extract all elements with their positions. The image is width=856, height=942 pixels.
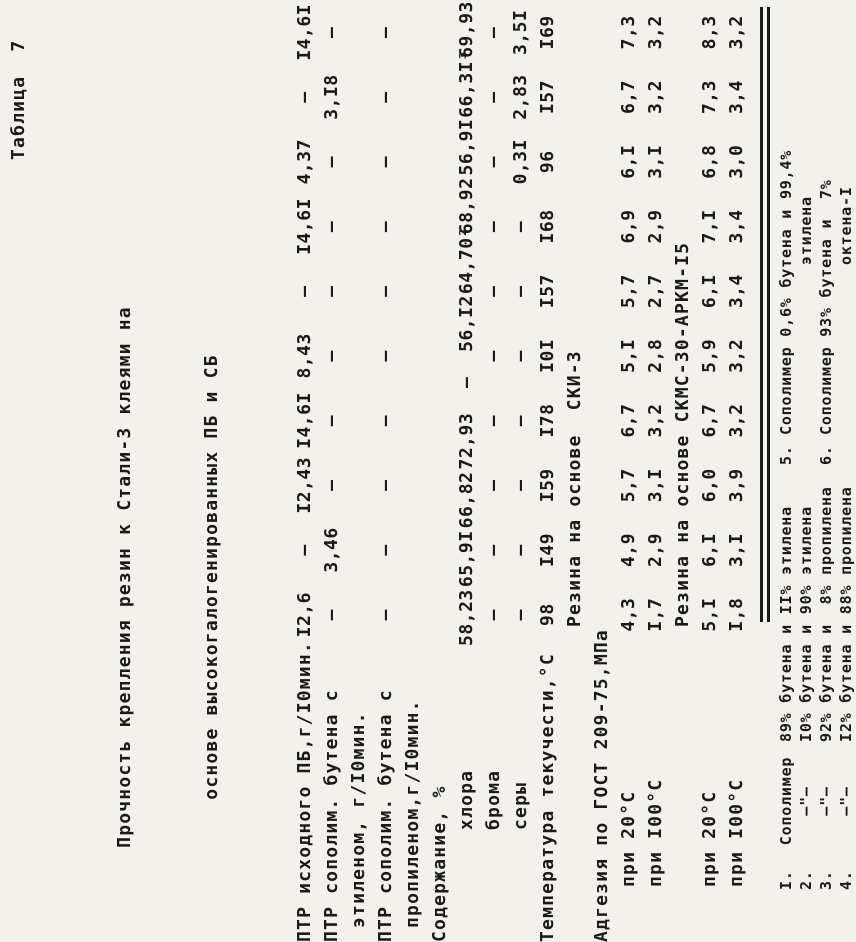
dash-cell: – (294, 544, 315, 556)
value-cell: 3,2 (645, 15, 666, 50)
table-title-line1: Прочность крепления резин к Стали-3 клеями на (114, 306, 135, 848)
table-row (375, 0, 402, 942)
value-cell: 6,7 (618, 80, 639, 115)
dash-cell: – (510, 414, 531, 427)
dash-cell: – (510, 220, 531, 233)
dash-cell: – (375, 91, 396, 103)
footnote-number: 4. (837, 870, 855, 890)
value-cell: I0I (537, 338, 558, 373)
row-values (321, 0, 342, 647)
footnote-number: 2. (797, 870, 815, 890)
table-row (726, 0, 753, 942)
value-cell: 8,3 (699, 15, 720, 50)
value-cell: 56,I2 (456, 295, 477, 352)
table-title-line2: основе высокогалогенированных ПБ и СБ (201, 354, 222, 800)
footnotes-right-column (776, 0, 856, 465)
value-cell: 96 (537, 150, 558, 174)
footnote-text: Сополимер 0,6% бутена и 99,4% (777, 149, 795, 435)
value-cell: I57 (537, 274, 558, 309)
table-row (456, 0, 483, 942)
value-cell: 7,3 (618, 15, 639, 50)
row-label: ПТР исходного ПБ,г/I0мин. (294, 641, 315, 942)
value-cell: 56,9I (456, 118, 477, 176)
value-cell: 65,9I (456, 530, 477, 588)
value-cell: 5,I (699, 597, 720, 632)
value-cell: 6,0 (699, 468, 720, 503)
value-cell: 4,3 (618, 597, 639, 632)
row-label-line2: этиленом, г/I0мин. (348, 711, 369, 928)
footnote-name: Сополимер (777, 756, 795, 846)
footnote-number: 5. (777, 445, 795, 465)
dash-cell: – (375, 26, 396, 38)
table-row (699, 0, 726, 942)
footnote-number: I. (777, 870, 795, 890)
row-label: при I00°С (726, 778, 747, 887)
value-cell: 8,43 (294, 333, 315, 379)
value-cell: 6,I (618, 144, 639, 179)
value-cell: 3,2 (726, 338, 747, 373)
footnote-separator-rule (760, 7, 770, 622)
value-cell: 2,7 (645, 274, 666, 309)
dash-cell: – (483, 26, 504, 38)
dash-cell: – (375, 544, 396, 556)
table-row (294, 0, 321, 942)
footnote-continuation-line: октена-I (837, 186, 855, 265)
value-cell: 3,46 (321, 527, 342, 573)
footnote-ditto-mark: —"— (797, 786, 815, 816)
dash-cell: – (483, 608, 504, 621)
row-label: Адгезия по ГОСТ 209-75,МПа (591, 629, 612, 942)
table-row (321, 0, 348, 942)
value-cell: 3,5I (510, 9, 531, 55)
footnote-item (776, 465, 796, 890)
value-cell: I2,43 (294, 456, 315, 514)
section-header: Резина на основе СКИ-3 (564, 350, 585, 627)
dash-cell: – (483, 220, 504, 233)
row-values (537, 0, 558, 647)
row-values (375, 0, 396, 647)
dash-cell: – (375, 479, 396, 491)
footnote-text: I0% бутена и 90% этилена (797, 506, 815, 742)
dash-cell: – (375, 285, 396, 297)
value-cell: I4,6I (294, 392, 315, 449)
dash-cell: – (510, 544, 531, 556)
value-cell: 3,I (726, 532, 747, 567)
table-row (618, 0, 645, 942)
value-cell: 3,I (645, 144, 666, 179)
dash-cell: – (321, 414, 342, 427)
value-cell: I69 (537, 15, 558, 50)
row-values (618, 0, 639, 647)
dash-cell: – (294, 91, 315, 103)
footnotes (776, 0, 856, 890)
value-cell: 6,I (699, 274, 720, 309)
table-title (52, 252, 284, 902)
table-row (645, 0, 672, 942)
row-values (726, 0, 747, 647)
value-cell: 3,2 (726, 15, 747, 50)
value-cell: 2,8 (645, 338, 666, 373)
value-cell: 5,7 (618, 274, 639, 309)
value-cell: I78 (537, 403, 558, 438)
value-cell: 4,37 (294, 139, 315, 185)
table-row (483, 0, 510, 942)
row-label: Температура текучести,°С (537, 653, 558, 942)
dash-cell: – (375, 608, 396, 621)
value-cell: 69,93 (456, 1, 477, 58)
value-cell: 3,2 (645, 80, 666, 115)
footnote-item (816, 465, 836, 890)
dash-cell: – (510, 285, 531, 297)
value-cell: 66,3I³ (456, 49, 477, 118)
footnote-number: 6. (817, 445, 835, 465)
table-row (510, 0, 537, 942)
value-cell: I59 (537, 468, 558, 503)
value-cell: 3,2 (726, 403, 747, 438)
dash-cell: – (483, 285, 504, 297)
dash-cell: – (510, 350, 531, 362)
footnote-text: 92% бутена и 8% пропилена (817, 486, 835, 742)
footnotes-left-column (776, 465, 856, 890)
value-cell: I2,6 (294, 591, 315, 638)
value-cell: 3,4 (726, 274, 747, 309)
value-cell: 6,8 (699, 144, 720, 179)
dash-cell: – (321, 479, 342, 491)
data-table (294, 0, 753, 942)
value-cell: 58,23 (456, 589, 477, 646)
dash-cell: – (375, 220, 396, 233)
dash-cell: – (294, 285, 315, 297)
value-cell: 72,93 (456, 412, 477, 470)
dash-cell: – (375, 156, 396, 168)
row-values (510, 0, 531, 647)
value-cell: I,8 (726, 597, 747, 632)
value-cell: 3,I8 (321, 74, 342, 120)
value-cell: 64,70² (456, 226, 477, 295)
table-number: Таблица 7 (8, 39, 29, 160)
row-label: ПТР сополим. бутена с (321, 689, 342, 942)
value-cell: 3,9 (726, 468, 747, 503)
value-cell: 7,3 (699, 80, 720, 115)
value-cell: 3,4 (726, 80, 747, 115)
footnote-ditto-mark: —"— (817, 786, 835, 816)
footnote-item (776, 0, 796, 465)
value-cell: 5,7 (618, 468, 639, 503)
dash-cell: – (321, 608, 342, 621)
dash-cell: – (483, 350, 504, 362)
footnote-item (816, 0, 836, 465)
footnote-item (796, 465, 816, 890)
table-row (429, 0, 456, 942)
value-cell: 3,4 (726, 209, 747, 244)
dash-cell: – (483, 544, 504, 556)
table-row (537, 0, 564, 942)
value-cell: 5,9 (699, 338, 720, 373)
dash-cell: – (375, 350, 396, 362)
dash-cell: – (483, 91, 504, 103)
row-label: при 20°С (699, 790, 720, 887)
footnote-continuation-line: этилена (797, 196, 815, 265)
row-values (294, 0, 315, 647)
row-values (483, 0, 504, 647)
row-label: Содержание, % (429, 785, 450, 942)
row-label-line2: пропиленом,г/I0мин. (402, 699, 423, 928)
value-cell: 6,7 (699, 403, 720, 438)
value-cell: 3,2 (645, 403, 666, 438)
dash-cell: – (321, 350, 342, 362)
value-cell: 2,9 (645, 532, 666, 567)
value-cell: I4,6I (294, 198, 315, 255)
value-cell: I57 (537, 80, 558, 115)
section-header: Резина на основе СКМС-30-АРКМ-I5 (672, 241, 693, 627)
value-cell: I68 (537, 209, 558, 244)
row-label: хлора (456, 769, 477, 830)
table-row-label-continuation (402, 0, 429, 942)
footnote-item (836, 465, 856, 890)
row-values (456, 0, 477, 647)
footnote-text: I2% бутена и 88% пропилена (837, 486, 855, 742)
value-cell: 5,I (618, 338, 639, 373)
value-cell: 66,82 (456, 471, 477, 529)
row-label: ПТР сополим. бутена с (375, 689, 396, 942)
footnote-number: 3. (817, 870, 835, 890)
row-label: серы (510, 781, 531, 830)
dash-cell: – (510, 479, 531, 491)
value-cell: 6,7 (618, 403, 639, 438)
dash-cell: – (375, 414, 396, 427)
value-cell: 2,9 (645, 209, 666, 244)
value-cell: I49 (537, 532, 558, 567)
dash-cell: – (510, 608, 531, 621)
table-row-label-continuation (348, 0, 375, 942)
dash-cell: – (321, 285, 342, 297)
value-cell: 2,83 (510, 74, 531, 120)
value-cell: 7,I (699, 209, 720, 244)
value-cell: I4,6I (294, 3, 315, 61)
dash-cell: – (456, 376, 477, 389)
footnote-text: 89% бутена и II% этилена (777, 506, 795, 742)
dash-cell: – (321, 156, 342, 168)
dash-cell: – (321, 220, 342, 233)
row-label: при 20°С (618, 790, 639, 887)
row-values (645, 0, 666, 647)
value-cell: 6,9 (618, 209, 639, 244)
value-cell: 3,I (645, 468, 666, 503)
value-cell: 6,I (699, 532, 720, 567)
value-cell: 68,92 (456, 177, 477, 235)
section-header-row (672, 0, 699, 942)
row-label: брома (483, 769, 504, 830)
dash-cell: – (483, 156, 504, 168)
row-label: при I00°С (645, 778, 666, 887)
dash-cell: – (483, 479, 504, 491)
value-cell: I,7 (645, 597, 666, 632)
footnote-text: Сополимер 93% бутена и 7% (817, 179, 835, 435)
dash-cell: – (321, 26, 342, 38)
value-cell: 0,3I (510, 139, 531, 185)
value-cell: 3,0 (726, 144, 747, 179)
table-row (591, 0, 618, 942)
section-header-row (564, 0, 591, 942)
value-cell: 4,9 (618, 532, 639, 567)
footnote-ditto-mark: —"— (837, 786, 855, 816)
row-values (699, 0, 720, 647)
value-cell: 98 (537, 603, 558, 626)
dash-cell: – (483, 414, 504, 427)
